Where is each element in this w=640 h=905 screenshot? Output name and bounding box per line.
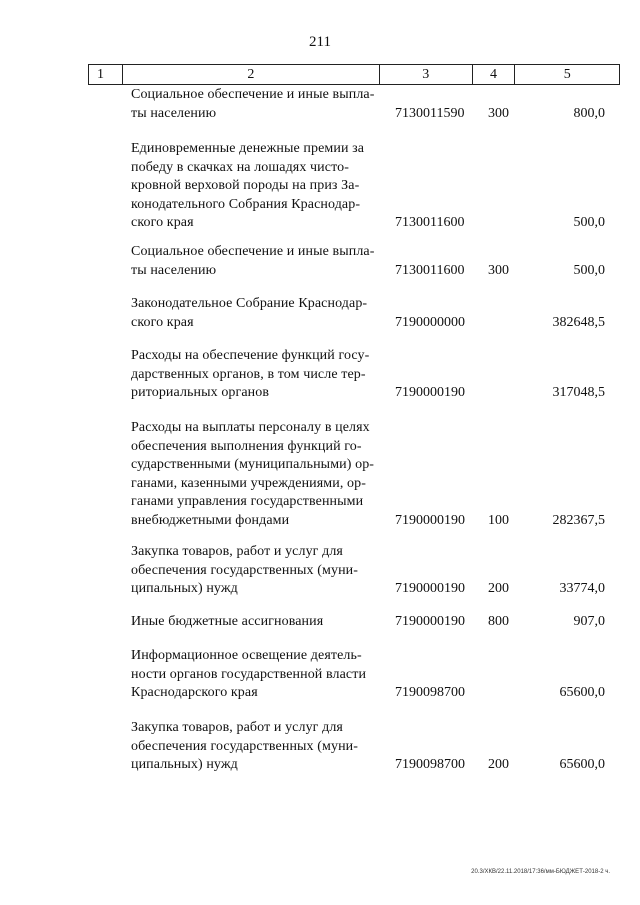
description-line: кровной верховой породы на приз За- <box>131 178 360 194</box>
row-description <box>131 613 388 632</box>
description-line: обеспечения выполнения функций го- <box>131 438 362 454</box>
description-line: ского края <box>131 314 194 330</box>
target-code: 7130011600 <box>395 262 465 278</box>
amount: 65600,0 <box>559 685 605 701</box>
description-line: ганами управления государственными <box>131 494 364 510</box>
description-line: риториальных органов <box>131 385 270 401</box>
target-code: 7190098700 <box>395 757 465 773</box>
description-line: Информационное освещение деятель- <box>131 648 362 663</box>
amount: 65600,0 <box>559 757 605 773</box>
description-line: сударственными (муниципальными) ор- <box>131 457 375 473</box>
description-line: ности органов государственной власти <box>131 666 367 682</box>
amount: 907,0 <box>573 614 605 629</box>
amount: 33774,0 <box>559 581 605 597</box>
column-header-2: 2 <box>123 65 380 84</box>
description-line: ты населению <box>131 262 217 278</box>
expense-type: 300 <box>488 105 509 121</box>
description-line: Расходы на обеспечение функций госу- <box>131 348 370 363</box>
target-code: 7190000190 <box>395 385 465 401</box>
row-description <box>131 543 388 599</box>
row-description <box>131 419 388 531</box>
row-description <box>131 295 388 332</box>
description-line: конодательного Собрания Краснодар- <box>131 196 361 212</box>
row-description <box>131 647 388 703</box>
row-description <box>131 719 388 775</box>
amount: 382648,5 <box>552 314 605 330</box>
target-code: 7130011590 <box>395 105 465 121</box>
column-header-row <box>88 64 620 85</box>
description-line: обеспечения государственных (муни- <box>131 738 359 754</box>
amount: 500,0 <box>573 215 605 231</box>
row-description <box>131 347 388 403</box>
description-line: ты населению <box>131 105 217 121</box>
description-line: Законодательное Собрание Краснодар- <box>131 296 368 311</box>
footer-note: 20.3/ХКВ/22.11.2018/17:36/мм-БЮДЖЕТ-2018-2 ч. <box>471 869 610 875</box>
description-line: внебюджетными фондами <box>131 512 290 528</box>
column-header-4: 4 <box>473 65 516 84</box>
row-description <box>131 86 388 123</box>
target-code: 7130011600 <box>395 215 465 231</box>
description-line: ганами, казенными учреждениями, ор- <box>131 475 367 491</box>
description-line: Закупка товаров, работ и услуг для <box>131 720 343 735</box>
row-description <box>131 243 388 280</box>
description-line: Краснодарского края <box>131 685 258 701</box>
description-line: Расходы на выплаты персоналу в целях <box>131 420 370 435</box>
expense-type: 300 <box>488 262 509 278</box>
row-description <box>131 140 388 233</box>
column-header-1: 1 <box>89 65 123 84</box>
description-line: ципальных) нужд <box>131 757 238 773</box>
description-line: Социальное обеспечение и иные выпла- <box>131 87 375 102</box>
expense-type: 800 <box>488 614 509 629</box>
description-line: Социальное обеспечение и иные выпла- <box>131 244 375 259</box>
description-line: победу в скачках на лошадях чисто- <box>131 159 349 175</box>
description-line: Закупка товаров, работ и услуг для <box>131 544 343 559</box>
target-code: 7190000000 <box>395 314 465 330</box>
description-line: ципальных) нужд <box>131 581 238 597</box>
amount: 500,0 <box>573 262 605 278</box>
description-line: ского края <box>131 215 194 231</box>
description-line: Единовременные денежные премии за <box>131 141 365 156</box>
expense-type: 100 <box>488 513 509 528</box>
amount: 317048,5 <box>552 385 605 401</box>
description-line: обеспечения государственных (муни- <box>131 562 359 578</box>
description-line: Иные бюджетные ассигнования <box>131 614 324 629</box>
amount: 282367,5 <box>552 513 605 528</box>
expense-type: 200 <box>488 581 509 597</box>
target-code: 7190000190 <box>395 513 465 528</box>
description-line: дарственных органов, в том числе тер- <box>131 366 366 382</box>
amount: 800,0 <box>573 105 605 121</box>
column-header-5: 5 <box>563 66 571 82</box>
target-code: 7190000190 <box>395 614 465 629</box>
column-header-3: 3 <box>380 65 473 84</box>
target-code: 7190098700 <box>395 685 465 701</box>
target-code: 7190000190 <box>395 581 465 597</box>
page-number: 211 <box>309 34 331 50</box>
expense-type: 200 <box>488 757 509 773</box>
